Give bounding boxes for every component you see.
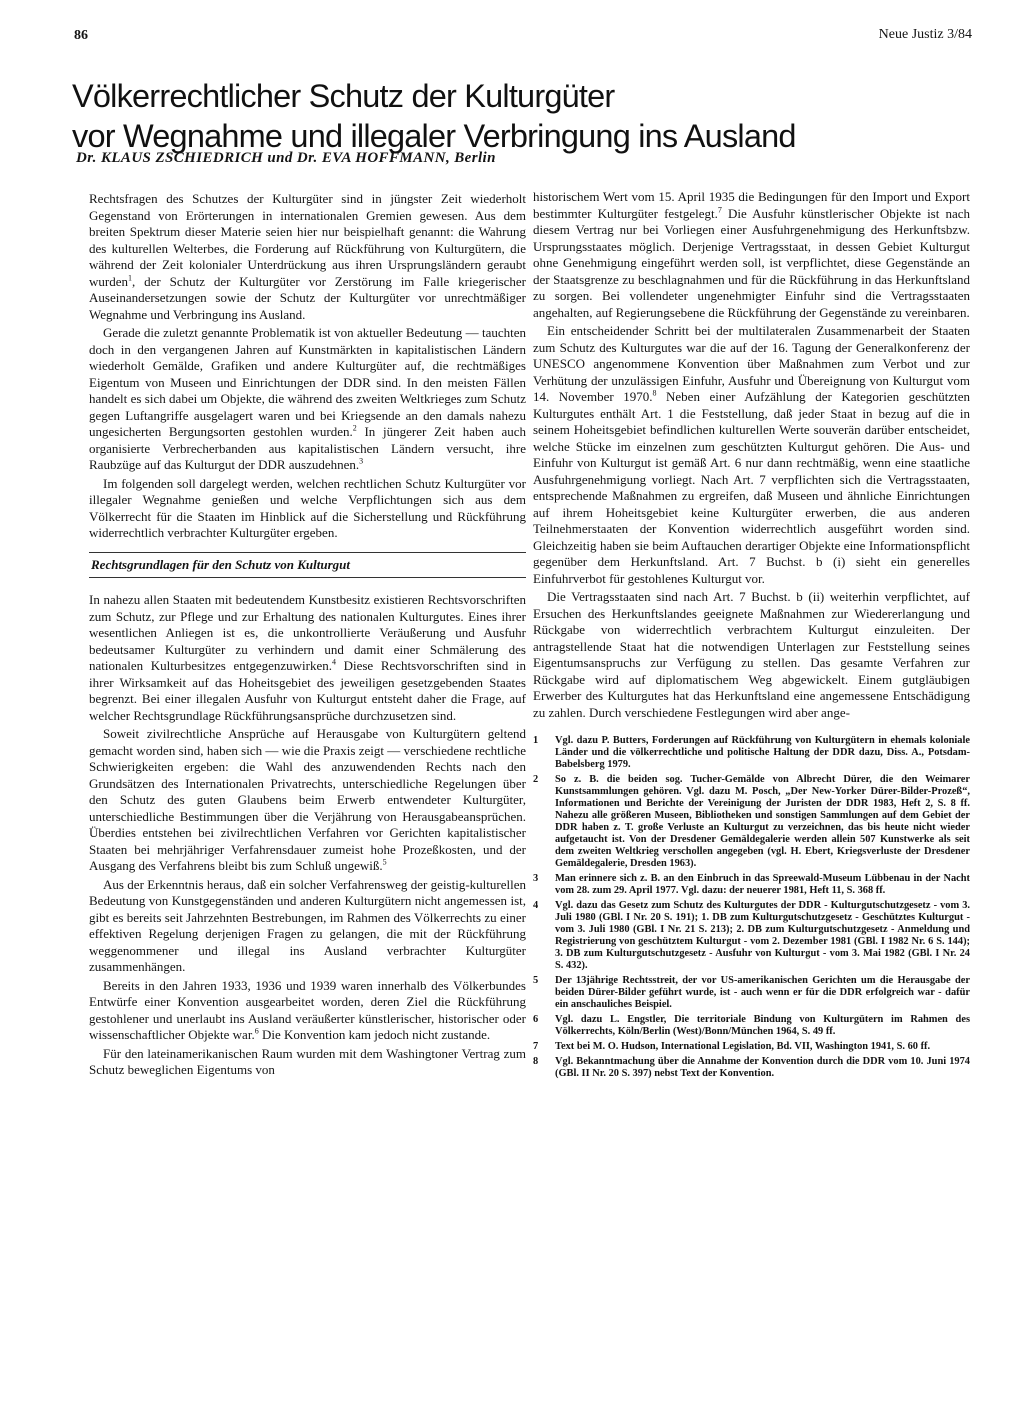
footnote-text: Vgl. Bekanntmachung über die Annahme der Konvention durch die DDR vom 10. Juni 1974 (GBl. II Nr. 20 S. 397) nebst Text der Konvention.: [555, 1056, 970, 1079]
paragraph: Im folgenden soll dargelegt werden, welchen rechtlichen Schutz Kulturgüter vor illegaler Wegnahme genießen und welche Verpflichtungen sich aus dem Völkerrecht für die Staaten im Hinblick auf die Sicherstellung und Rückführung widerrechtlich verbrachter Kulturgüter ergeben.: [89, 475, 526, 540]
paragraph: [89, 325, 526, 474]
paragraph: Aus der Erkenntnis heraus, daß ein solcher Verfahrensweg der geistig-kulturellen Bedeutung von Kunstgegenständen und anderen Kulturgütern nicht angemessen ist, gibt es bereits seit Jahrzehnten Bestrebungen, im Rahmen des Völkerrechts zu einer effektiven Regelung derjenigen Fragen zu gelangen, die mit der Rückführung weggenommener und illegal ins Ausland verbrachter Kulturgüter zusammenhängen.: [89, 876, 526, 974]
paragraph: [533, 189, 970, 321]
footnote: [533, 735, 970, 771]
footnote: [533, 975, 970, 1011]
footnote: [533, 1014, 970, 1038]
footnote-number: 6: [533, 1014, 539, 1025]
footnote-text: Vgl. dazu P. Butters, Forderungen auf Rückführung von Kulturgütern in ehemals koloniale Länder und die völkerrechtliche und politische Haltung der DDR dazu, Diss. A., Potsdam-Babelsberg 1979.: [555, 735, 970, 770]
paragraph: [89, 978, 526, 1044]
paragraph: Für den lateinamerikanischen Raum wurden mit dem Washingtoner Vertrag zum Schutz beweglichen Eigentums von: [89, 1045, 526, 1077]
footnote-ref: 1: [128, 273, 132, 283]
footnote-text: Der 13jährige Rechtsstreit, der vor US-amerikanischen Gerichten um die Herausgabe der beiden Dürer-Bilder geführt wurde, ist - auch wenn er für die DDR erfolgreich war - dafür ein anschauliches Beispiel.: [555, 975, 970, 1010]
footnote-ref: 5: [382, 857, 387, 867]
paragraph: [89, 592, 526, 724]
paragraph: [533, 323, 970, 587]
footnote-ref: 3: [359, 456, 364, 466]
footnote: [533, 1056, 970, 1080]
paragraph-text: Bereits in den Jahren 1933, 1936 und 1939 waren innerhalb des Völkerbundes Entwürfe einer Konvention ausgearbeitet worden, deren Ziel die Rückführung gestohlener und unerlaubt ins Ausland veräußerter künstlerischer, historischer oder wissenschaftlicher Objekte war.: [89, 977, 526, 1042]
paragraph-text: Soweit zivilrechtliche Ansprüche auf Herausgabe von Kulturgütern geltend gemacht worden sind, haben sich — wie die Praxis zeigt — verschiedene rechtliche Schwierigkeiten ergeben: die Wahl des anzuwendenden Rechts nach den Grundsätzen des Internationalen Privatrechts, unterschiedliche Regelungen über den Schutz des guten Glaubens beim Erwerb entwendeter Kulturgüter, unterschiedliche Bestimmungen über die Verjährung von Herausgabeansprüchen. Überdies entstehen bei zivilrechtlichen Verfahren vor Gerichten kapitalistischer Staaten bei mehrjähriger Verfahrensdauer zumeist hohe Prozeßkosten, und der Ausgang des Verfahrens bleibt bis zum Schluß ungewiß.: [89, 726, 526, 873]
footnote-ref: 4: [332, 657, 336, 667]
footnote-ref: 6: [254, 1026, 259, 1036]
footnote-ref: 7: [717, 205, 722, 215]
paragraph-text: historischem Wert vom 15. April 1935 die Bedingungen für den Import und Export bestimmter Kulturgüter festgelegt.: [533, 189, 970, 221]
paragraph-text: Ein entscheidender Schritt bei der multilateralen Zusammenarbeit der Staaten zum Schutz des Kulturgutes war die auf der 16. Tagung der Generalkonferenz der UNESCO angenommene Konvention über Maßnahmen zum Verbot und zur Verhütung der unzulässigen Einfuhr, Ausfuhr und Übereignung von Kulturgut vom 14. November 1970.: [533, 323, 970, 404]
paragraph-text: Diese Rechtsvorschriften sind in ihrer Wirksamkeit auf das Hoheitsgebiet des jeweiligen gesetzgebenden Staates begrenzt. Bei einer illegalen Ausfuhr von Kulturgut entsteht daher die Frage, auf welcher Rechtsgrundlage Rückführungsansprüche durchzusetzen sind.: [89, 658, 527, 723]
paragraph-text: Neben einer Aufzählung der Kategorien geschützten Kulturgutes enthält Art. 1 die Feststellung, daß jeder Staat in bezug auf die in seinem Hoheitsgebiet befindlichen kulturellen Werte souverän darüber entscheidet, welche Stücke im einzelnen zum geschützten Kulturgut gehören. Die Aus- und Einfuhr von Kulturgut ist gemäß Art. 6 nur dann rechtmäßig, wenn eine staatliche Ausfuhrgenehmigung vorliegt. Nach Art. 7 verpflichten sich die Vertragsstaaten, entsprechende Maßnahmen zu ergreifen, daß Museen und ähnliche Einrichtungen auf ihrem Hoheitsgebiet keine Kulturgüter erwerben, die aus anderen Teilnehmerstaaten der Konvention widerrechtlich ausgeführt worden sind. Gleichzeitig haben sie beim Auftauchen derartiger Objekte eine Informationspflicht gegenüber dem Herkunftsland. Art. 7 Buchst. b (i) sieht ein generelles Einfuhrverbot für gestohlenes Kulturgut vor.: [533, 389, 971, 586]
footnote-ref: 8: [652, 388, 657, 398]
paragraph: [89, 726, 526, 875]
right-column: [533, 189, 970, 1083]
paragraph-text: Die Konvention kam jedoch nicht zustande.: [258, 1027, 491, 1042]
footnote: [533, 873, 970, 897]
section-heading: Rechtsgrundlagen für den Schutz von Kulturgut: [89, 552, 526, 579]
paragraph-text: Gerade die zuletzt genannte Problematik ist von aktueller Bedeutung — tauchten doch in den vergangenen Jahren auf Kunstmärkten in kapitalistischen Ländern wiederholt Gemälde, Grafiken und andere Kulturgüter auf, die rechtmäßiges Eigentum von Museen und Einrichtungen der DDR sind. In den meisten Fällen handelt es sich dabei um Objekte, die während des zweiten Weltkrieges zum Schutz gegen Luftangriffe ausgelagert waren und bei Kriegsende an den damals nahezu ungesicherten Bergungsorten gestohlen wurden.: [89, 325, 526, 439]
footnote-ref: 2: [352, 423, 357, 433]
article-title: [72, 76, 962, 156]
footnotes: [533, 735, 970, 1080]
journal-issue: Neue Justiz 3/84: [878, 27, 972, 42]
footnote-number: 4: [533, 900, 539, 911]
paragraph-text: Die Ausfuhr künstlerischer Objekte ist nach diesem Vertrag nur bei Vorliegen einer Ausfuhrgenehmigung des Herkunftsbzw. Ursprungsstaates möglich. Derjenige Vertragsstaat, in dessen Gebiet Kulturgut ohne Genehmigung eingeführt werden soll, ist verpflichtet, diese Gegenstände an der Staatsgrenze zu beschlagnahmen und für die Rückführung in das Herkunftsland zu sorgen. Bei vollendeter ungenehmigter Einfuhr sind die Vertragsstaaten angehalten, auf Regierungsebene die Rückführung der Gegenstände zu vereinbaren.: [533, 205, 970, 320]
footnote-number: 2: [533, 774, 539, 785]
footnote-number: 1: [533, 735, 539, 746]
title-line-1: Völkerrechtlicher Schutz der Kulturgüter: [72, 78, 615, 114]
left-column: [89, 191, 526, 1081]
footnote-number: 7: [533, 1041, 539, 1052]
footnote-number: 8: [533, 1056, 539, 1067]
footnote-number: 5: [533, 975, 539, 986]
paragraph-text: Rechtsfragen des Schutzes der Kulturgüter sind in jüngster Zeit wiederholt Gegenstand von Erörterungen in internationalen Gremien gewesen. Aus dem breiten Spektrum dieser Materie seien hier nur beispielhaft genannt: die Wahrung des kulturellen Welterbes, die Forderung auf Rückführung von Kulturgütern, die während der Zeit kolonialer Unterdrückung aus ihren Ursprungsländern geraubt wurden: [89, 191, 526, 289]
footnote-text: Vgl. dazu L. Engstler, Die territoriale Bindung von Kulturgütern im Rahmen des Völkerrechts, Köln/Berlin (West)/Bonn/München 1964, S. 49 ff.: [555, 1014, 970, 1037]
paragraph: Die Vertragsstaaten sind nach Art. 7 Buchst. b (ii) weiterhin verpflichtet, auf Ersuchen des Herkunftslandes geeignete Maßnahmen zur Wiedererlangung und Rückgabe von widerrechtlich verbrachtem Kulturgut einzuleiten. Der antragstellende Staat hat die notwendigen Unterlagen zur Feststellung seines Eigentumsanspruchs zur Verfügung zu stellen. Das gesamte Verfahren zur Rückgabe wird auf diplomatischem Weg abgewickelt. Einem gutgläubigen Erwerber des Kulturgutes hat das Herkunftsland eine angemessene Entschädigung zu zahlen. Durch verschiedene Festlegungen wird aber ange-: [533, 589, 970, 720]
title-line-2: vor Wegnahme und illegaler Verbringung ins Ausland: [72, 118, 796, 154]
footnote-text: So z. B. die beiden sog. Tucher-Gemälde von Albrecht Dürer, die den Weimarer Kunstsammlungen gehören. Vgl. dazu M. Posch, „Der New-Yorker Dürer-Bilder-Prozeß“, Informationen und Berichte der Vereinigung der Juristen der DDR 1983, Heft 2, S. 8 ff. Nahezu alle größeren Museen, Bibliotheken und sonstigen Sammlungen auf dem Gebiet der DDR haben z. T. große Verluste an Kulturgut zu verzeichnen, das bis heute nicht wieder aufgetaucht ist. Von der Dresdener Gemäldegalerie werden allein 507 Kunstwerke als seit dem zweiten Weltkrieg verschollen angegeben (vgl. H. Ebert, Kriegsverluste der Dresdener Gemäldegalerie, Dresden 1963).: [555, 774, 970, 869]
footnote-text: Man erinnere sich z. B. an den Einbruch in das Spreewald-Museum Lübbenau in der Nacht vom 28. zum 29. April 1977. Vgl. dazu: der neuerer 1981, Heft 11, S. 368 ff.: [555, 873, 970, 896]
footnote: [533, 774, 970, 870]
footnote: [533, 900, 970, 972]
paragraph-text: In nahezu allen Staaten mit bedeutendem Kunstbesitz existieren Rechtsvorschriften zum Schutz, zur Pflege und zur Erhaltung des nationalen Kulturgutes. Eines ihrer wesentlichen Anliegen ist es, die unkontrollierte Veräußerung und Ausfuhr bedeutsamer Kulturgüter zu verhindern und damit einer Schmälerung des nationalen Kulturbesitzes entgegenzuwirken.: [89, 592, 526, 673]
page-number: 86: [74, 28, 88, 43]
footnote-text: Vgl. dazu das Gesetz zum Schutz des Kulturgutes der DDR - Kulturgutschutzgesetz - vom 3. Juli 1980 (GBl. I Nr. 20 S. 191); 1. DB zum Kulturgutschutzgesetz - Geschütztes Kulturgut - vom 3. Juli 1980 (GBl. I Nr. 21 S. 213); 2. DB zum Kulturgutschutzgesetz - Anmeldung und Registrierung von geschütztem Kulturgut - vom 2. Dezember 1981 (GBl. I 1982 Nr. 6 S. 144); 3. DB zum Kulturgutschutzgesetz - Ausfuhr von Kulturgut - vom 3. Mai 1982 (GBl. I Nr. 24 S. 432).: [555, 900, 970, 971]
paragraph-text: In jüngerer Zeit haben auch organisierte Verbrecherbanden aus kapitalistischen Ländern versucht, ihre Raubzüge auf das Kulturgut der DDR auszudehnen.: [89, 424, 527, 472]
footnote: [533, 1041, 970, 1053]
paragraph: [89, 191, 526, 323]
footnote-text: Text bei M. O. Hudson, International Legislation, Bd. VII, Washington 1941, S. 60 ff.: [555, 1041, 931, 1052]
paragraph-text: , der Schutz der Kulturgüter vor Zerstörung im Falle kriegerischer Auseinandersetzungen sowie der Schutz der Kulturgüter vor unrechtmäßiger Wegnahme und Verbringung ins Ausland.: [89, 273, 526, 322]
footnote-number: 3: [533, 873, 539, 884]
article-authors: Dr. KLAUS ZSCHIEDRICH und Dr. EVA HOFFMANN, Berlin: [76, 150, 496, 166]
